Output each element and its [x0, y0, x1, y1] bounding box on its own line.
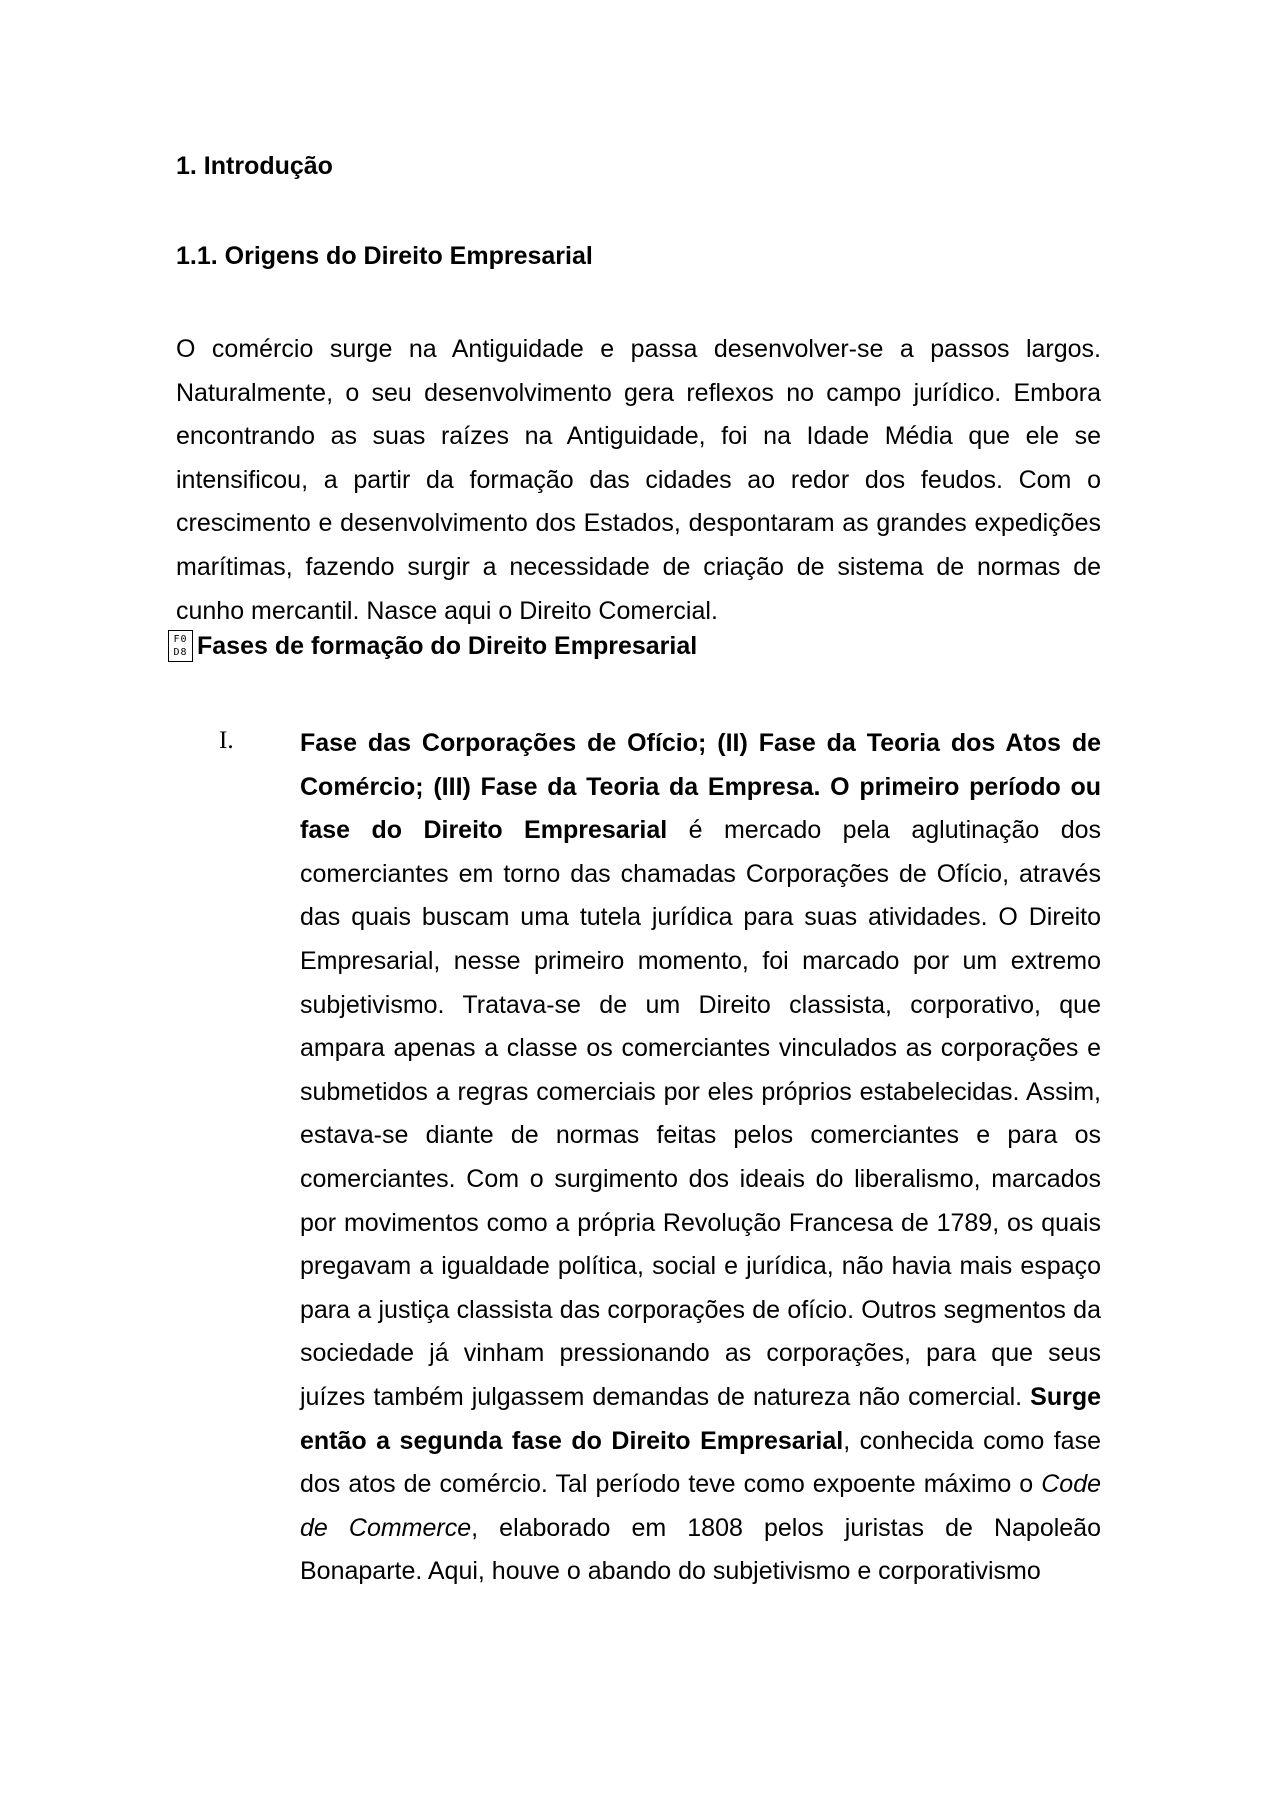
- paragraph-origins: O comércio surge na Antiguidade e passa desenvolver-se a passos largos. Naturalmente, o seu desenvolvimento gera reflexos no campo jurídico. Embora encontrando as suas raízes na Antiguidade, foi na Idade Média que ele se intensificou, a partir da formação das cidades ao redor dos feudos. Com o crescimento e desenvolvimento dos Estados, despontaram as grandes expedições marítimas, fazendo surgir a necessidade de criação de sistema de normas de cunho mercantil. Nasce aqui o Direito Comercial.: [176, 335, 1101, 625]
- list-item-bold-intro: Fase das Corporações de Ofício; (II) Fase da Teoria dos Atos de Comércio; (III) Fase da Teoria da Empresa. O primeiro período ou fase do Direito Empresarial: [300, 729, 1101, 845]
- heading-origins: 1.1. Origens do Direito Empresarial: [176, 242, 593, 270]
- list-item-bold-second-phase: Surge então a segunda fase do Direito Empresarial: [300, 1382, 1101, 1455]
- list-item-italic-code: Code de Commerce: [300, 1470, 1101, 1542]
- heading-phases-text: Fases de formação do Direito Empresarial: [197, 632, 698, 660]
- list-item-text-2: , conhecida como fase dos atos de comércio. Tal período teve como expoente máximo o: [300, 1426, 1101, 1499]
- missing-glyph-row2: D8: [173, 647, 188, 658]
- heading-phases: [168, 630, 697, 662]
- list-item-number: I.: [219, 727, 234, 754]
- list-item-body: [300, 722, 1101, 1594]
- heading-introduction: 1. Introdução: [176, 152, 333, 180]
- list-item-text-3: , elaborado em 1808 pelos juristas de Napoleão Bonaparte. Aqui, houve o abando do subjetivismo e corporativismo: [300, 1513, 1101, 1586]
- missing-glyph-icon: [168, 630, 193, 662]
- list-item-text-1: é mercado pela aglutinação dos comerciantes em torno das chamadas Corporações de Ofício, através das quais buscam uma tutela jurídica para suas atividades. O Direito Empresarial, nesse primeiro momento, foi marcado por um extremo subjetivismo. Tratava-se de um Direito classista, corporativo, que ampara apenas a classe os comerciantes vinculados as corporações e submetidos a regras comerciais por eles próprios estabelecidas. Assim, estava-se diante de normas feitas pelos comerciantes e para os comerciantes. Com o surgimento dos ideais do liberalismo, marcados por movimentos como a própria Revolução Francesa de 1789, os quais pregavam a igualdade política, social e jurídica, não havia mais espaço para a justiça classista das corporações de ofício. Outros segmentos da sociedade já vinham pressionando as corporações, para que seus juízes também julgassem demandas de natureza não comercial.: [300, 816, 1101, 1411]
- missing-glyph-row1: F0: [173, 634, 188, 645]
